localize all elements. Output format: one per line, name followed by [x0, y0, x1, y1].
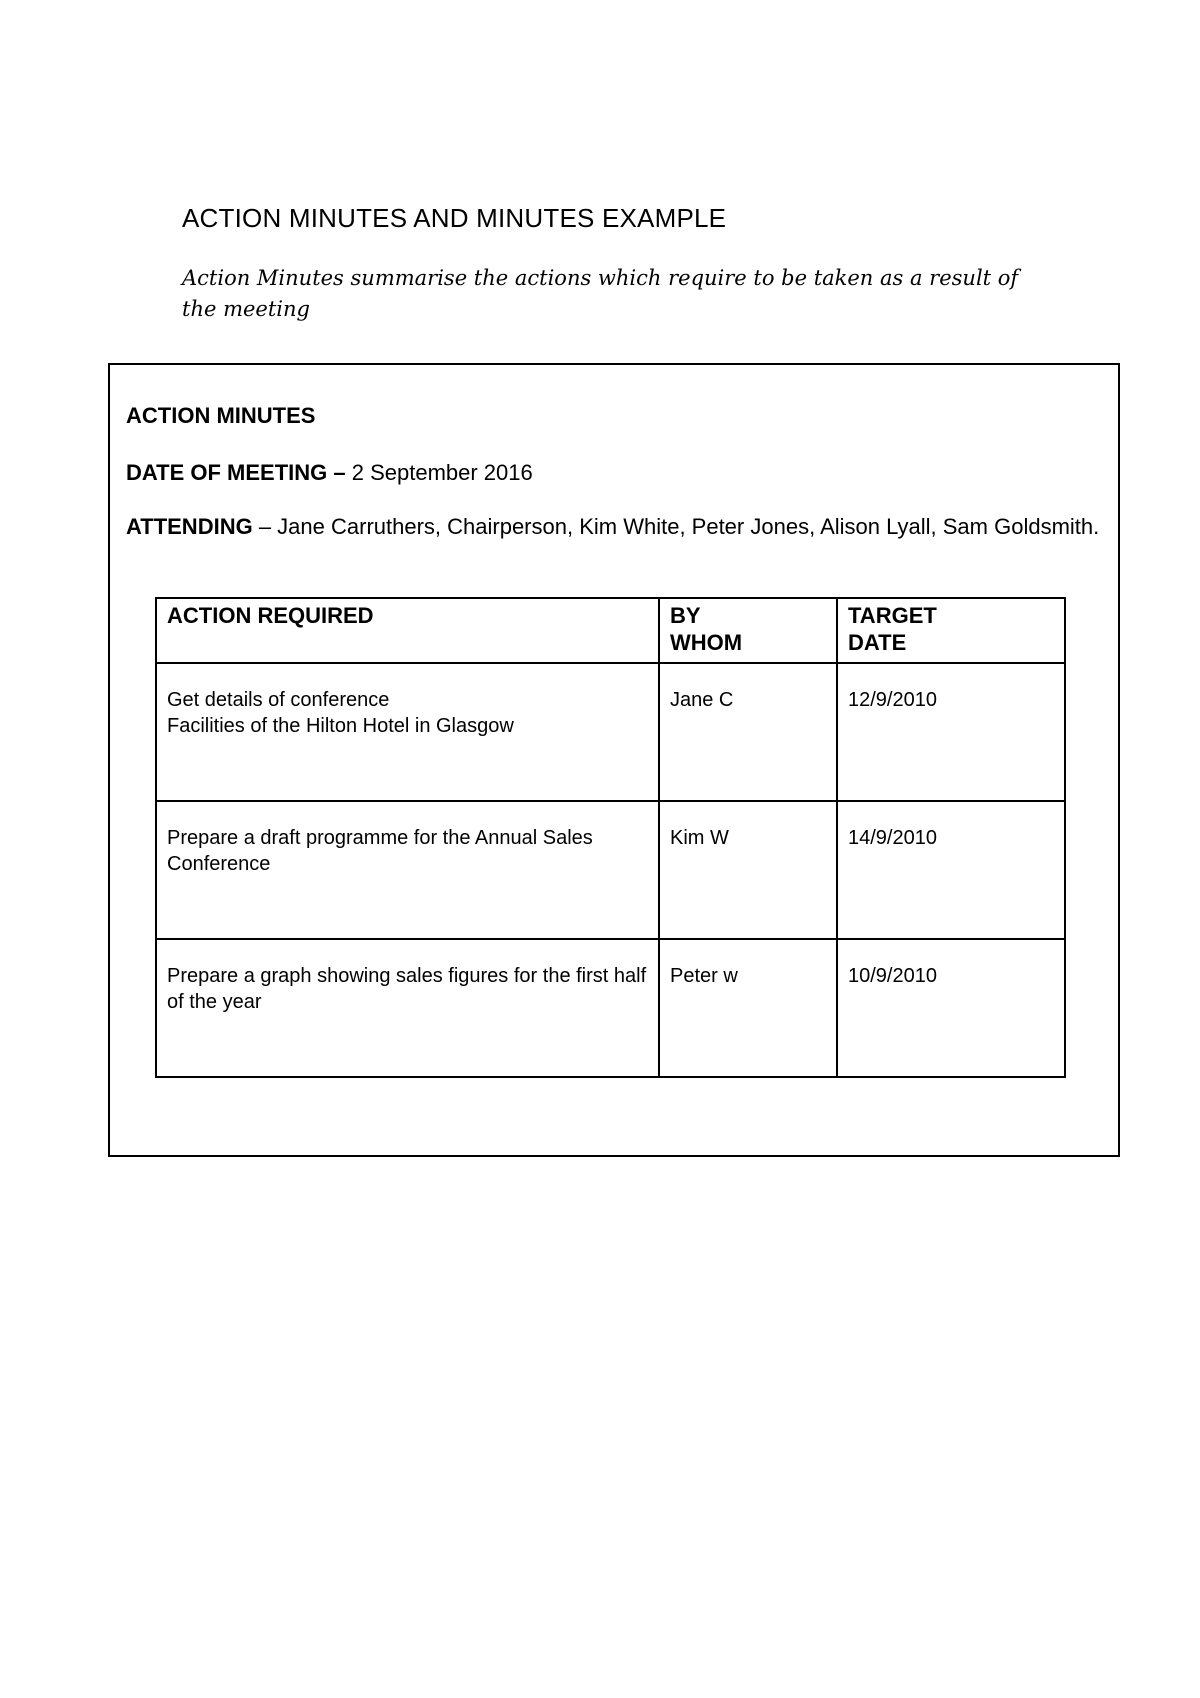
by-whom-cell: Jane C	[659, 663, 837, 801]
header-action-required: ACTION REQUIRED	[156, 598, 659, 663]
attending-label: ATTENDING	[126, 514, 253, 539]
action-cell: Get details of conference Facilities of the Hilton Hotel in Glasgow	[156, 663, 659, 801]
meeting-date-line	[126, 458, 1101, 487]
header-by-whom: BY WHOM	[659, 598, 837, 663]
document-title: ACTION MINUTES AND MINUTES EXAMPLE	[182, 203, 727, 233]
attending-line	[126, 512, 1101, 541]
table-row	[156, 939, 1065, 1077]
table-header-row	[156, 598, 1065, 663]
meeting-date-label: DATE OF MEETING –	[126, 460, 346, 485]
attending-value: – Jane Carruthers, Chairperson, Kim White, Peter Jones, Alison Lyall, Sam Goldsmith.	[258, 514, 1100, 539]
table-row	[156, 801, 1065, 939]
target-date-cell: 12/9/2010	[837, 663, 1065, 801]
header-target-date: TARGET DATE	[837, 598, 1065, 663]
action-cell: Prepare a draft programme for the Annual Sales Conference	[156, 801, 659, 939]
actions-table	[155, 597, 1066, 1078]
table-row	[156, 663, 1065, 801]
by-whom-cell: Peter w	[659, 939, 837, 1077]
target-date-cell: 10/9/2010	[837, 939, 1065, 1077]
action-minutes-box	[108, 363, 1120, 1157]
target-date-cell: 14/9/2010	[837, 801, 1065, 939]
document-subtitle: Action Minutes summarise the actions which require to be taken as a result of the meeting	[182, 266, 1019, 321]
action-cell: Prepare a graph showing sales figures for the first half of the year	[156, 939, 659, 1077]
by-whom-cell: Kim W	[659, 801, 837, 939]
action-minutes-heading: ACTION MINUTES	[126, 403, 316, 428]
meeting-date-value: 2 September 2016	[351, 460, 533, 485]
